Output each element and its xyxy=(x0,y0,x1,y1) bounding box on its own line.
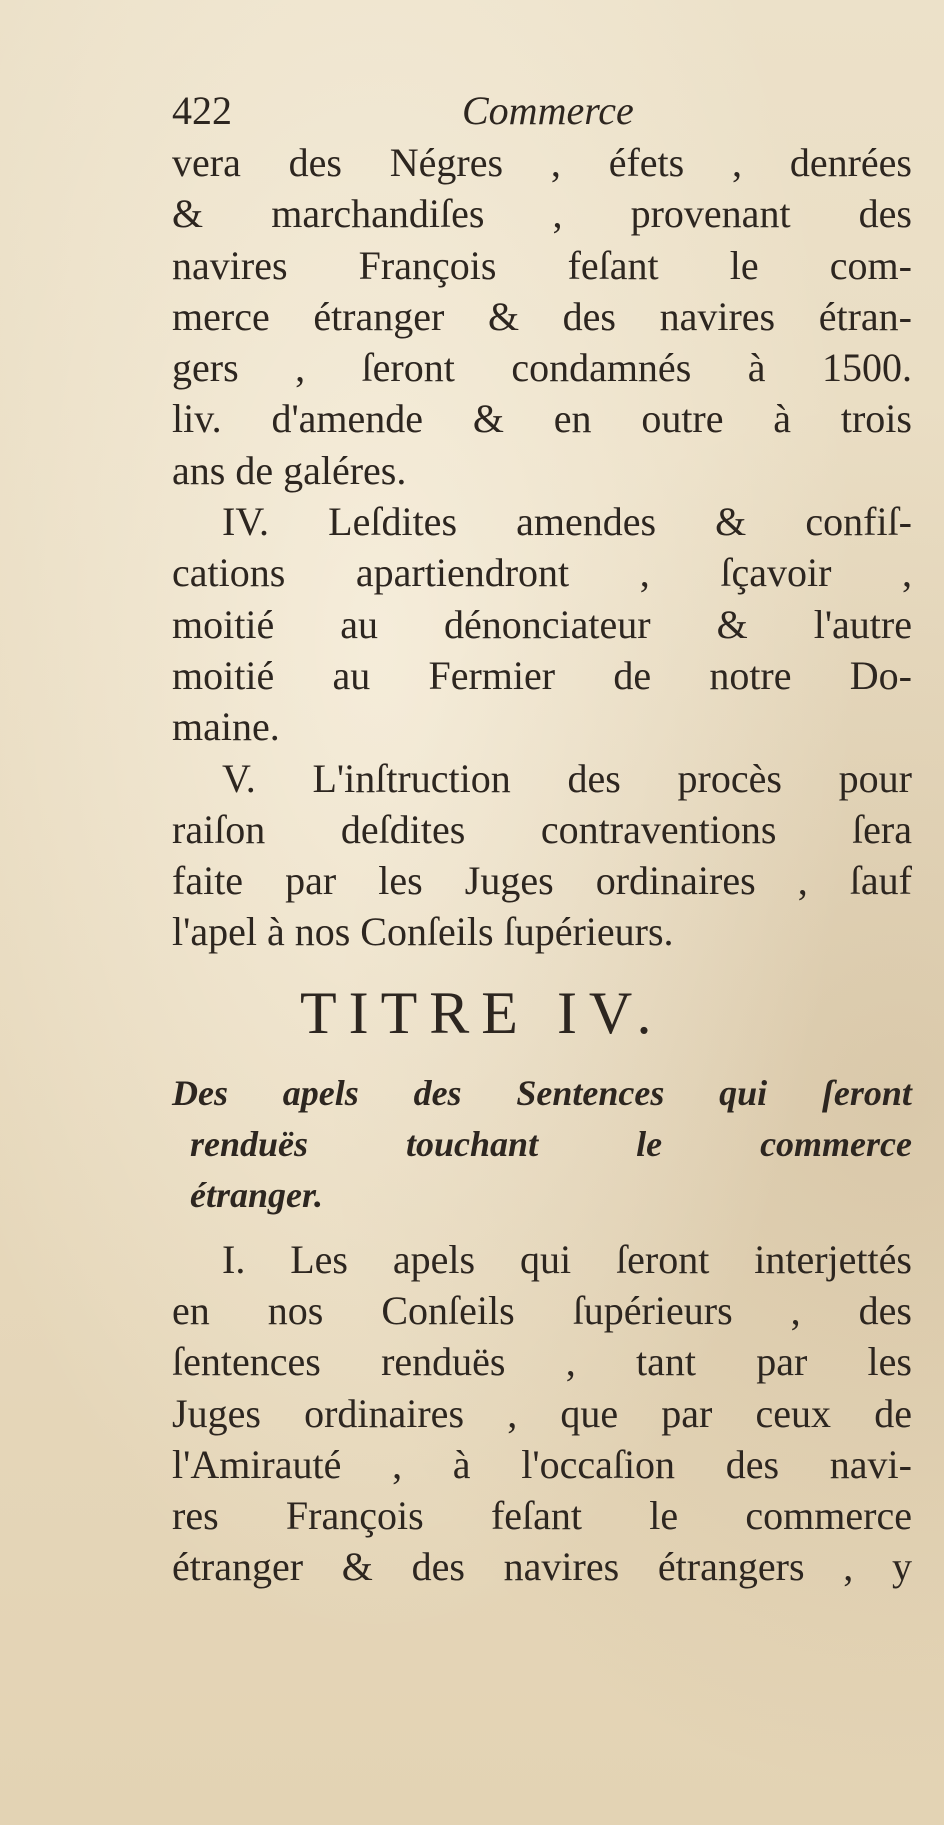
paragraph-continuation xyxy=(172,137,912,496)
page-number: 422 xyxy=(172,88,232,133)
text-line: raiſon deſdites contraventions ſera xyxy=(172,806,912,852)
text-line: Juges ordinaires , que par ceux de xyxy=(172,1390,912,1436)
title-subtitle xyxy=(172,1068,912,1222)
text-line: ſentences renduës , tant par les xyxy=(172,1339,912,1385)
text-line: gers , ſeront condamnés à 1500. xyxy=(172,345,912,391)
text-line: vera des Négres , éfets , denrées xyxy=(172,140,912,185)
text-line: étranger & des navires étrangers , y xyxy=(172,1544,912,1590)
text-block xyxy=(172,85,912,1593)
text-line: maine. xyxy=(172,704,280,750)
text-line: étranger. xyxy=(190,1175,324,1216)
text-line: faite par les Juges ordinaires , ſauf xyxy=(172,858,912,904)
text-line: moitié au dénonciateur & l'autre xyxy=(172,601,912,647)
text-line: merce étranger & des navires étran- xyxy=(172,293,912,339)
text-line: V. L'inſtruction des procès pour xyxy=(222,755,912,801)
text-line: res François feſant le commerce xyxy=(172,1493,912,1539)
text-line: I. Les apels qui ſeront interjettés xyxy=(222,1236,912,1282)
text-line: renduës touchant le commerce xyxy=(190,1124,912,1165)
text-line: en nos Conſeils ſupérieurs , des xyxy=(172,1287,912,1333)
article-iv xyxy=(172,496,912,752)
text-line: l'Amirauté , à l'occaſion des navi- xyxy=(172,1441,912,1487)
article-i xyxy=(172,1234,912,1593)
text-line: ans de galéres. xyxy=(172,447,407,493)
text-line: moitié au Fermier de notre Do- xyxy=(172,652,912,698)
text-line: navires François feſant le com- xyxy=(172,242,912,288)
running-head: Commerce xyxy=(462,88,634,133)
text-line: cations apartiendront , ſçavoir , xyxy=(172,550,912,596)
text-line: l'apel à nos Conſeils ſupérieurs. xyxy=(172,909,674,955)
spacer xyxy=(172,1222,912,1234)
article-v xyxy=(172,753,912,958)
page-header xyxy=(172,85,912,137)
title-heading: TITRE IV. xyxy=(300,979,664,1046)
text-line: Des apels des Sentences qui ſeront xyxy=(172,1072,912,1113)
text-line: IV. Leſdites amendes & confiſ- xyxy=(222,499,912,545)
text-line: liv. d'amende & en outre à trois xyxy=(172,396,912,442)
text-line: & marchandiſes , provenant des xyxy=(172,191,912,237)
